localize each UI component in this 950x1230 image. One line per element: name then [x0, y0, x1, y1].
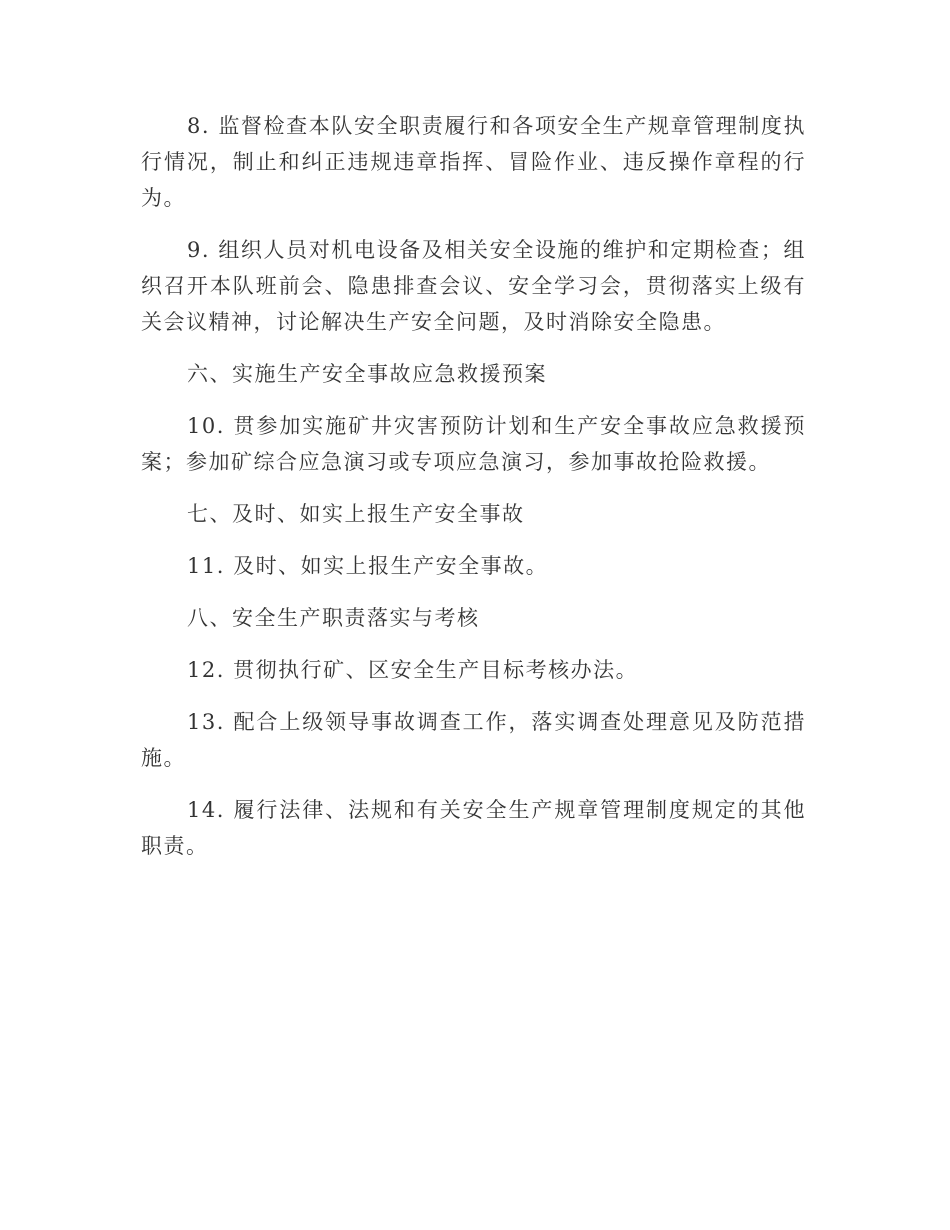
paragraph-item-9: 9. 组织人员对机电设备及相关安全设施的维护和定期检查；组织召开本队班前会、隐患排查会议、安全学习会，贯彻落实上级有关会议精神，讨论解决生产安全问题，及时消除安全隐患。 — [141, 238, 806, 334]
paragraph-item-8: 8. 监督检查本队安全职责履行和各项安全生产规章管理制度执行情况，制止和纠正违规违章指挥、冒险作业、违反操作章程的行为。 — [141, 114, 806, 210]
section-heading-7: 七、及时、如实上报生产安全事故 — [187, 502, 525, 526]
section-heading-8: 八、安全生产职责落实与考核 — [187, 606, 480, 630]
paragraph-item-14: 14. 履行法律、法规和有关安全生产规章管理制度规定的其他职责。 — [141, 798, 806, 858]
paragraph-item-11: 11. 及时、如实上报生产安全事故。 — [187, 554, 549, 578]
paragraph-item-12: 12. 贯彻执行矿、区安全生产目标考核办法。 — [187, 658, 639, 682]
section-heading-6: 六、实施生产安全事故应急救援预案 — [187, 362, 547, 386]
paragraph-item-10: 10. 贯参加实施矿井灾害预防计划和生产安全事故应急救援预案；参加矿综合应急演习或专项应急演习，参加事故抢险救援。 — [141, 414, 806, 474]
paragraph-item-13: 13. 配合上级领导事故调查工作，落实调查处理意见及防范措施。 — [141, 710, 806, 770]
document-body — [141, 108, 806, 880]
